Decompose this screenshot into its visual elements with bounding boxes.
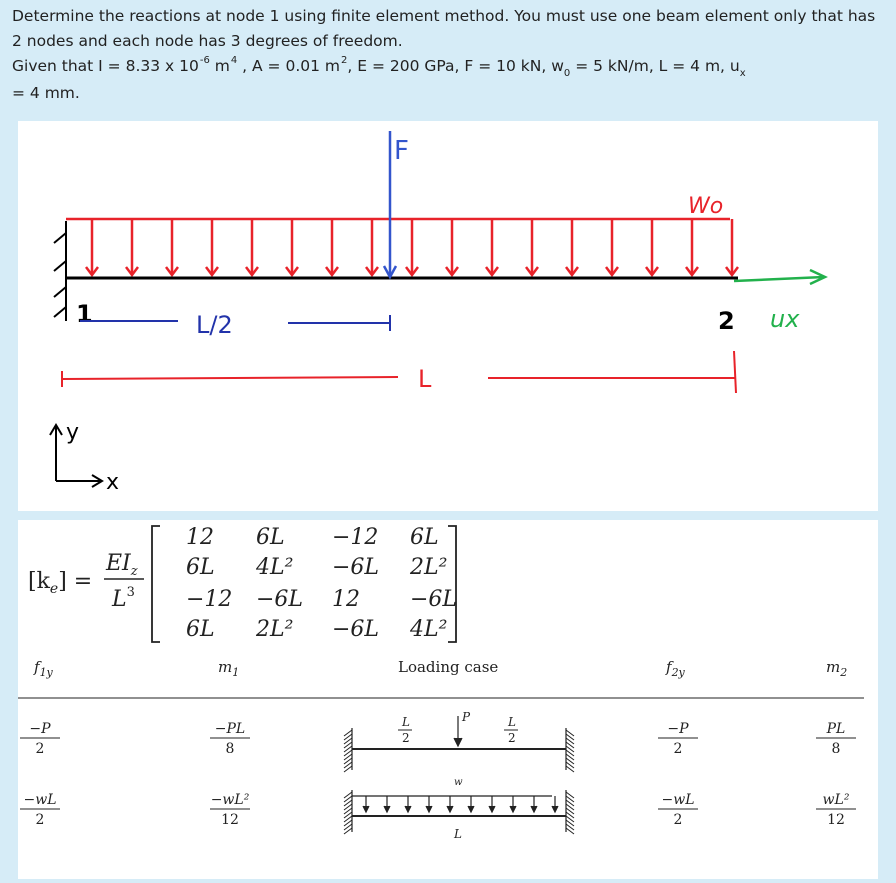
question-line1: Determine the reactions at node 1 using finite element method. You must use one beam element only that has 2 nodes and each node has 3 degrees of freedom. <box>12 7 876 50</box>
factor-den: L <box>112 587 127 612</box>
length-dimension <box>62 351 736 393</box>
matrix-cell: 6L <box>186 555 215 580</box>
axis-x-label: x <box>106 470 120 495</box>
small-load-arrow-head <box>405 806 411 812</box>
k-lhs: [k <box>28 569 50 594</box>
matrix-cell: 4L² <box>410 617 448 642</box>
svg-text:EIz <box>105 551 138 579</box>
small-load-arrow-head <box>363 806 369 812</box>
formula-sheet <box>18 520 878 879</box>
ux-label: ux <box>770 305 800 333</box>
table-headers <box>33 658 847 679</box>
cell-f2y-den: 2 <box>673 812 683 828</box>
given-line: Given that I = 8.33 x $10^{-6}$ $m^4$ , A = 0.01 $m^2$, E = 200 GPa, F = 10 kN, $w_0 = 5$ kN/m, L = 4 m, $u_x$ <box>12 55 746 79</box>
case-w-label: w <box>454 777 463 788</box>
small-load-arrow-head <box>552 806 558 812</box>
formula-panel <box>18 520 878 879</box>
small-load-arrow-head <box>447 806 453 812</box>
cell-m2-den: 12 <box>827 812 845 828</box>
stiffness-equation <box>28 525 457 642</box>
beam-sketch <box>18 121 878 511</box>
case-l-label: L <box>454 827 462 841</box>
header-f2y: $f_{2y}$ <box>666 658 685 679</box>
matrix-cell: 12 <box>332 587 360 612</box>
cell-m2-num: wL² <box>822 792 850 808</box>
svg-text:[ke] = <box>28 569 92 597</box>
matrix-left-bracket <box>152 526 160 642</box>
node1-label: 1 <box>76 300 93 328</box>
case-a-num: L <box>402 715 410 729</box>
small-load-arrow-head <box>384 806 390 812</box>
matrix-cell: 6L <box>410 525 439 550</box>
distributed-load-arrows <box>363 796 558 812</box>
factor-den-exp: 3 <box>126 585 135 600</box>
matrix-cell: 4L² <box>256 555 294 580</box>
matrix-cell: 6L <box>256 525 285 550</box>
beam-figure <box>18 121 878 511</box>
distributed-load <box>66 219 738 275</box>
svg-text:L3 <box>111 585 135 612</box>
cell-m1-num: −PL <box>214 721 246 737</box>
table-rows <box>20 721 856 828</box>
k-lhs-sub: e <box>49 581 59 597</box>
k-lhs-end: ] = <box>58 569 93 594</box>
header-m1: $m_1$ <box>218 658 240 679</box>
factor-num-sub: z <box>130 564 138 579</box>
cell-f1y-den: 2 <box>35 812 45 828</box>
matrix-cell: −12 <box>186 587 233 612</box>
displacement-arrow <box>734 270 825 284</box>
cell-f1y-den: 2 <box>35 741 45 757</box>
cell-m2-num: PL <box>826 721 846 737</box>
stiffness-matrix <box>186 525 457 642</box>
case-a-den: 2 <box>402 731 410 745</box>
cell-f2y-num: −P <box>667 721 689 737</box>
cell-m1-den: 8 <box>225 741 235 757</box>
small-load-arrow-head <box>531 806 537 812</box>
case-b-den: 2 <box>508 731 516 745</box>
cell-f1y-num: −wL <box>23 792 57 808</box>
factor-num: EI <box>106 551 131 576</box>
matrix-cell: −12 <box>332 525 379 550</box>
matrix-cell: −6L <box>410 587 458 612</box>
matrix-cell: 12 <box>186 525 214 550</box>
fixed-support-icon <box>54 221 66 321</box>
small-load-arrow-head <box>468 806 474 812</box>
node2-label: 2 <box>718 307 735 335</box>
loading-case-point <box>352 716 566 770</box>
matrix-right-bracket <box>448 526 456 642</box>
small-load-arrow-head <box>510 806 516 812</box>
cell-f2y-den: 2 <box>673 741 683 757</box>
axis-y-label: y <box>66 420 80 445</box>
cell-m2-den: 8 <box>831 741 841 757</box>
given-line-end: = 4 mm. <box>12 84 80 102</box>
matrix-cell: 2L² <box>410 555 448 580</box>
matrix-cell: −6L <box>256 587 304 612</box>
header-f1y: $f_{1y}$ <box>34 658 53 679</box>
small-load-arrow-head <box>426 806 432 812</box>
cell-m1-num: −wL² <box>210 792 250 808</box>
matrix-cell: −6L <box>332 617 380 642</box>
case-b-num: L <box>508 715 516 729</box>
force-label: F <box>394 136 409 166</box>
length-label: L <box>418 365 432 393</box>
small-load-arrow-head <box>489 806 495 812</box>
load-label: Wo <box>688 194 724 219</box>
half-length-dimension <box>80 315 390 331</box>
matrix-cell: 2L² <box>256 617 294 642</box>
cell-m1-den: 12 <box>221 812 239 828</box>
header-m2: $m_2$ <box>826 658 848 679</box>
cell-f1y-num: −P <box>29 721 51 737</box>
header-loading-case: Loading case <box>398 658 499 676</box>
case-p-label: P <box>462 710 471 724</box>
cell-f2y-num: −wL <box>661 792 695 808</box>
matrix-cell: 6L <box>186 617 215 642</box>
question-text <box>12 4 884 106</box>
half-length-label: L/2 <box>196 311 233 339</box>
matrix-cell: −6L <box>332 555 380 580</box>
